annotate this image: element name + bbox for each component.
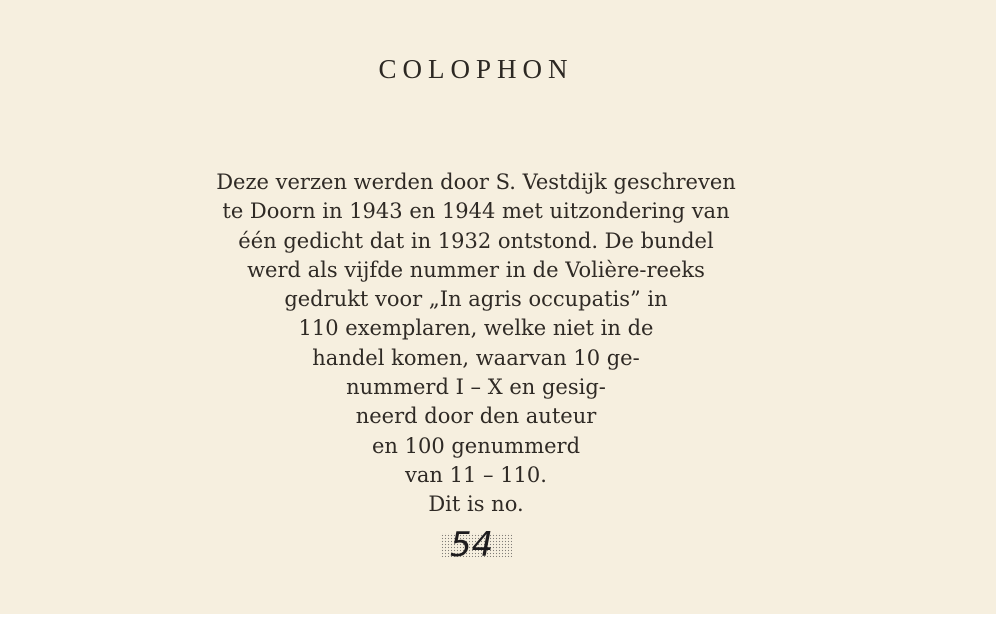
colophon-line: 110 exemplaren, welke niet in de: [298, 316, 654, 341]
colophon-line: neerd door den auteur: [355, 404, 597, 429]
colophon-line: Dit is no.: [428, 492, 524, 517]
colophon-line: en 100 genummerd: [371, 433, 581, 458]
colophon-body: [0, 168, 952, 520]
handwritten-copy-number: 54: [450, 528, 494, 562]
colophon-line: nummerd I – X en gesig-: [346, 375, 606, 400]
copy-number-graphic: [438, 528, 514, 562]
colophon-line: gedrukt voor „In agris occupatis” in: [284, 287, 668, 312]
colophon-line: werd als vijfde nummer in de Volière-reeks: [247, 257, 705, 282]
colophon-line: van 11 – 110.: [405, 462, 547, 487]
copy-number-field: [438, 528, 514, 562]
colophon-line: handel komen, waarvan 10 ge-: [312, 345, 640, 370]
colophon-title: COLOPHON: [378, 54, 574, 84]
colophon-line: Deze verzen werden door S. Vestdijk geschreven: [216, 170, 736, 194]
colophon-line: één gedicht dat in 1932 ontstond. De bundel: [238, 228, 714, 253]
colophon-line: te Doorn in 1943 en 1944 met uitzondering van: [222, 199, 730, 224]
